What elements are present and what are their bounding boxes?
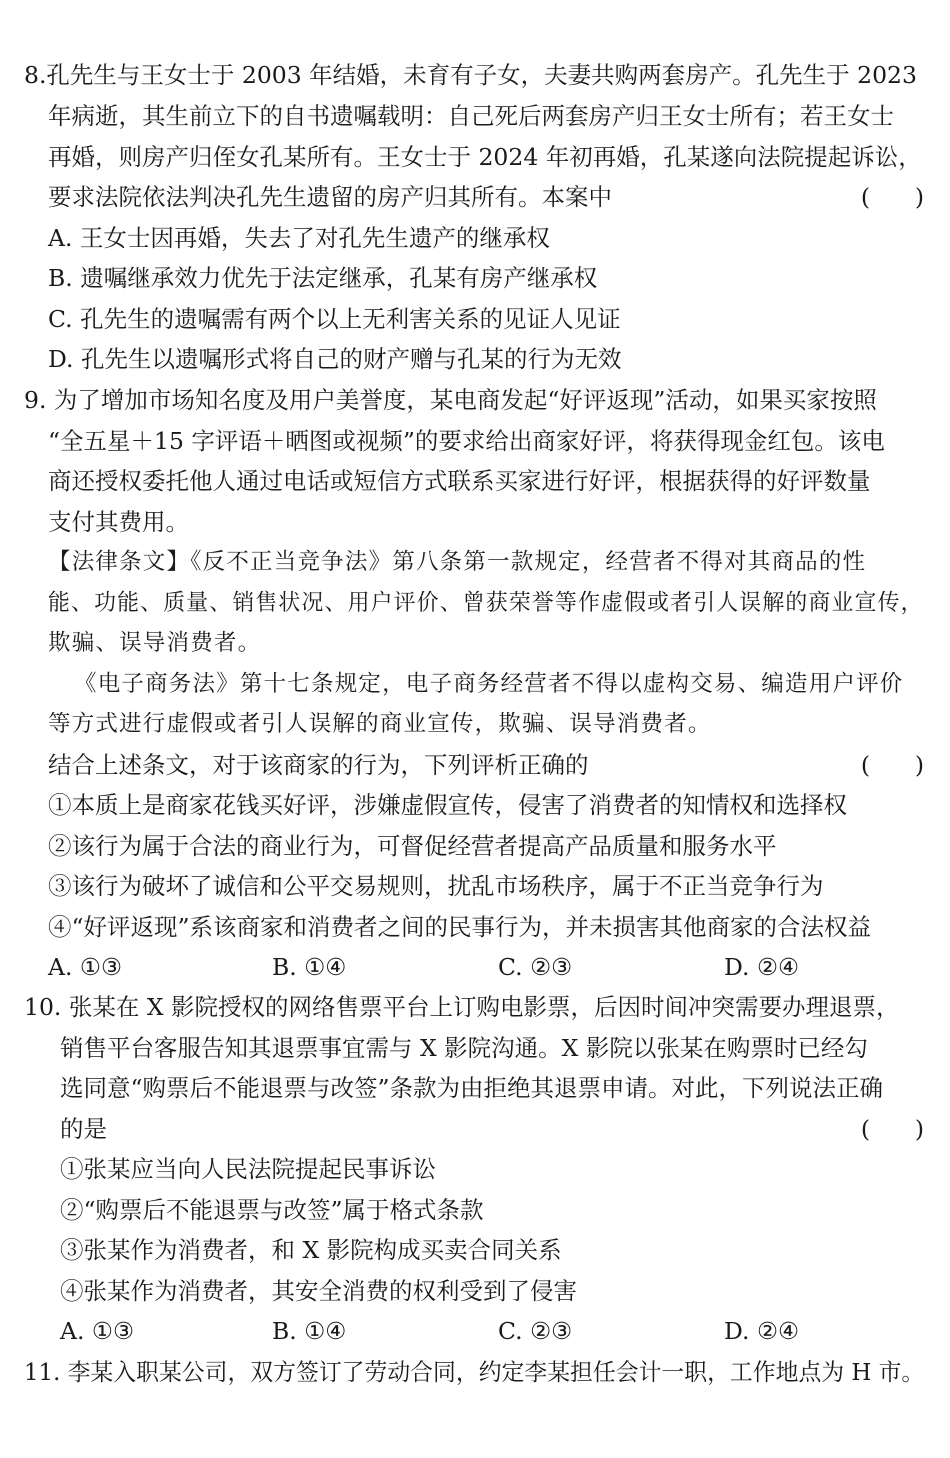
q11-line-1: 11. 李某入职某公司，双方签订了劳动合同，约定李某担任会计一职，工作地点为 H 市。 bbox=[24, 1358, 925, 1386]
q9-choice-a: A. ①③ bbox=[48, 953, 123, 981]
q9-statement-4: ④“好评返现”系该商家和消费者之间的民事行为，并未损害其他商家的合法权益 bbox=[48, 913, 872, 941]
q8-line-2: 年病逝，其生前立下的自书遗嘱载明：自己死后两套房产归王女士所有；若王女士 bbox=[48, 102, 894, 130]
q9-legal-line-3: 欺骗、误导消费者。 bbox=[48, 630, 262, 656]
q8-line-4: 要求法院依法判决孔先生遗留的房产归其所有。本案中 bbox=[48, 183, 612, 211]
q8-line-3: 再婚，则房产归侄女孔某所有。王女士于 2024 年初再婚，孔某遂向法院提起诉讼， bbox=[48, 143, 922, 171]
q9-line-4: 支付其费用。 bbox=[48, 508, 189, 536]
q8-line-1: 8.孔先生与王女士于 2003 年结婚，未育有子女，夫妻共购两套房产。孔先生于 2023 bbox=[24, 61, 917, 89]
q9-choice-b: B. ①④ bbox=[272, 953, 347, 981]
q10-line-4: 的是 bbox=[60, 1115, 107, 1143]
q10-choice-d: D. ②④ bbox=[724, 1317, 800, 1345]
q9-stem: 结合上述条文，对于该商家的行为，下列评析正确的 bbox=[48, 751, 589, 779]
q10-choice-b: B. ①④ bbox=[272, 1317, 347, 1345]
q10-line-2: 销售平台客服告知其退票事宜需与 X 影院沟通。X 影院以张某在购票时已经勾 bbox=[60, 1034, 868, 1062]
q9-line-3: 商还授权委托他人通过电话或短信方式联系买家进行好评，根据获得的好评数量 bbox=[48, 467, 871, 495]
q8-option-d: D. 孔先生以遗嘱形式将自己的财产赠与孔某的行为无效 bbox=[48, 345, 622, 373]
q9-statement-3: ③该行为破坏了诚信和公平交易规则，扰乱市场秩序，属于不正当竞争行为 bbox=[48, 872, 824, 900]
q9-legal-line-2: 能、功能、质量、销售状况、用户评价、曾获荣誉等作虚假或者引人误解的商业宣传， bbox=[48, 590, 924, 616]
q10-statement-1: ①张某应当向人民法院提起民事诉讼 bbox=[60, 1155, 436, 1183]
q9-legal-line-1: 【法律条文】《反不正当竞争法》第八条第一款规定，经营者不得对其商品的性 bbox=[48, 549, 867, 575]
q9-legal-line-5: 等方式进行虚假或者引人误解的商业宣传，欺骗、误导消费者。 bbox=[48, 711, 712, 737]
q10-answer-paren: ( ) bbox=[860, 1115, 924, 1143]
q9-answer-paren: ( ) bbox=[860, 751, 924, 779]
q10-line-1: 10. 张某在 X 影院授权的网络售票平台上订购电影票，后因时间冲突需要办理退票， bbox=[24, 993, 900, 1021]
q10-statement-4: ④张某作为消费者，其安全消费的权利受到了侵害 bbox=[60, 1277, 577, 1305]
q10-choice-a: A. ①③ bbox=[60, 1317, 135, 1345]
q9-choice-d: D. ②④ bbox=[724, 953, 800, 981]
q10-statement-3: ③张某作为消费者，和 X 影院构成买卖合同关系 bbox=[60, 1236, 562, 1264]
q9-legal-line-4: 《电子商务法》第十七条规定，电子商务经营者不得以虚构交易、编造用户评价 bbox=[74, 671, 904, 697]
q8-option-b: B. 遗嘱继承效力优先于法定继承，孔某有房产继承权 bbox=[48, 264, 598, 292]
q8-option-a: A. 王女士因再婚，失去了对孔先生遗产的继承权 bbox=[48, 224, 550, 252]
q9-choice-c: C. ②③ bbox=[498, 953, 573, 981]
q10-line-3: 选同意“购票后不能退票与改签”条款为由拒绝其退票申请。对此，下列说法正确 bbox=[60, 1074, 884, 1102]
q8-answer-paren: ( ) bbox=[860, 183, 924, 211]
q10-statement-2: ②“购票后不能退票与改签”属于格式条款 bbox=[60, 1196, 484, 1224]
q10-choice-c: C. ②③ bbox=[498, 1317, 573, 1345]
q8-option-c: C. 孔先生的遗嘱需有两个以上无利害关系的见证人见证 bbox=[48, 305, 621, 333]
q9-line-1: 9. 为了增加市场知名度及用户美誉度，某电商发起“好评返现”活动，如果买家按照 bbox=[24, 386, 877, 414]
q9-line-2: “全五星＋15 字评语＋晒图或视频”的要求给出商家好评，将获得现金红包。该电 bbox=[48, 427, 885, 455]
q9-statement-2: ②该行为属于合法的商业行为，可督促经营者提高产品质量和服务水平 bbox=[48, 832, 777, 860]
q9-statement-1: ①本质上是商家花钱买好评，涉嫌虚假宣传，侵害了消费者的知情权和选择权 bbox=[48, 791, 847, 819]
